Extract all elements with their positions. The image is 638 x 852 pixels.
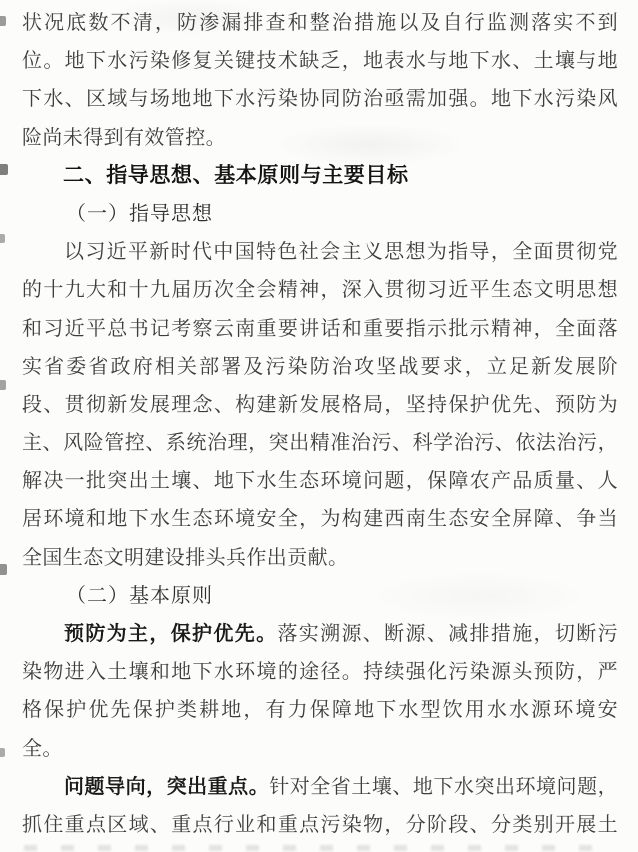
text-line: 格保护优先保护类耕地，有力保障地下水型饮用水水源环境安 [22,699,618,722]
scan-artifact [0,16,6,26]
document-body [22,4,618,844]
scan-artifact [0,164,8,175]
scan-artifact [0,564,7,575]
text-line: 实省委省政府相关部署及污染防治攻坚战要求，立足新发展阶 [22,355,618,378]
scan-artifact [0,234,5,243]
text-line: 抓住重点区域、重点行业和重点污染物，分阶段、分类别开展土 [22,813,618,836]
paragraph [22,4,618,157]
text-line: 预防为主，保护优先。落实溯源、断源、减排措施，切断污 [64,623,618,645]
subsection-heading: （二）基本原则 [66,584,213,607]
text-line: 以习近平新时代中国特色社会主义思想为指导，全面贯彻党 [64,241,618,264]
paragraph [22,615,618,768]
scan-artifact [0,748,5,757]
text-line: 染物进入土壤和地下水环境的途径。持续强化污染源头预防，严 [22,661,618,684]
section-heading: 二、指导思想、基本原则与主要目标 [63,163,409,187]
text-line: 和习近平总书记考察云南重要讲话和重要指示批示精神，全面落 [22,317,618,340]
scan-artifact [0,380,6,390]
paragraph [22,768,618,844]
text-line: 状况底数不清，防渗漏排查和整治措施以及自行监测落实不到 [22,12,618,34]
text-line: 解决一批突出土壤、地下水生态环境问题，保障农产品质量、人 [22,470,618,493]
text-line: 问题导向，突出重点。针对全省土壤、地下水突出环境问题， [64,775,618,798]
text-line: 的十九大和十九届历次全会精神，深入贯彻习近平生态文明思想 [22,279,618,302]
text-line: 主、风险管控、系统治理，突出精准治污、科学治污、依法治污， [22,432,618,455]
paragraph [22,233,618,577]
cut-off-text-ghost [24,845,604,851]
text-line: 全国生态文明建设排头兵作出贡献。 [22,546,349,569]
bold-lead-text: 预防为主，保护优先。 [64,623,278,645]
text-line: 居环境和地下水生态环境安全，为构建西南生态安全屏障、争当 [22,508,618,531]
bold-lead-text: 问题导向，突出重点。 [64,775,270,798]
text-line: 全。 [22,737,63,760]
text-line: 下水、区域与场地地下水污染协同防治亟需加强。地下水污染风 [22,88,618,111]
text-line: 段、贯彻新发展理念、构建新发展格局，坚持保护优先、预防为 [22,393,618,416]
text-line: 位。地下水污染修复关键技术缺乏，地表水与地下水、土壤与地 [22,50,618,73]
text-line: 险尚未得到有效管控。 [22,126,226,149]
subsection-heading: （一）指导思想 [66,202,213,225]
